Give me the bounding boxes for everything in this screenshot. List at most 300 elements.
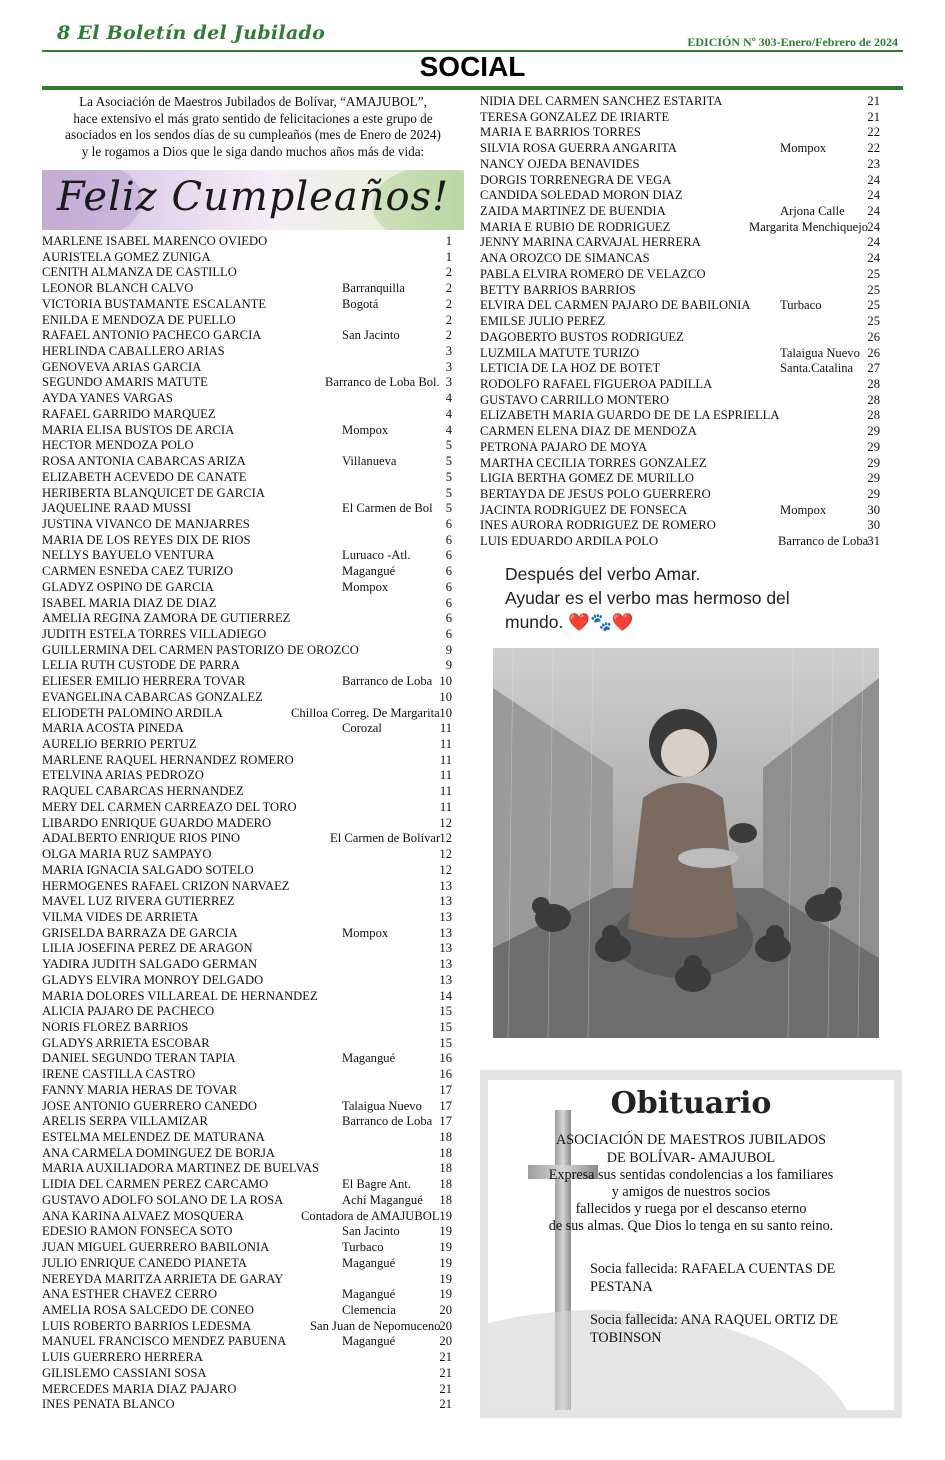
member-name: MARIA E RUBIO DE RODRIGUEZ	[480, 219, 671, 234]
member-name: GLADYZ OSPINO DE GARCIA	[42, 579, 214, 594]
member-name: JACINTA RODRIGUEZ DE FONSECA	[480, 502, 688, 517]
birthday-row	[480, 440, 880, 456]
member-name: GLADYS ARRIETA ESCOBAR	[42, 1035, 210, 1050]
birthday-day: 11	[439, 752, 452, 767]
member-place: San Juan de Nepomuceno	[310, 1318, 441, 1333]
birthday-day: 6	[445, 564, 452, 579]
birthday-row	[42, 926, 464, 942]
member-name: MARLENE ISABEL MARENCO OVIEDO	[42, 234, 268, 248]
birthday-day: 11	[439, 737, 452, 752]
birthday-day: 19	[439, 1271, 452, 1286]
birthday-row	[42, 297, 464, 313]
member-place: Luruaco -Atl.	[342, 548, 411, 563]
birthday-day: 3	[445, 359, 452, 374]
member-name: JENNY MARINA CARVAJAL HERRERA	[480, 235, 701, 250]
member-place: Barranco de Loba	[778, 534, 869, 549]
birthday-day: 29	[867, 439, 880, 454]
birthday-day: 6	[445, 532, 452, 547]
birthday-day: 28	[867, 376, 880, 391]
member-name: GUILLERMINA DEL CARMEN PASTORIZO DE OROZCO	[42, 642, 359, 657]
member-name: ZAIDA MARTINEZ DE BUENDIA	[480, 204, 666, 219]
member-place: Barranco de Loba	[342, 1114, 433, 1129]
member-place: Margarita Menchiquejo	[749, 219, 869, 234]
birthday-day: 15	[439, 1004, 452, 1019]
member-name: EDESIO RAMON FONSECA SOTO	[42, 1224, 233, 1239]
birthday-row	[480, 235, 880, 251]
birthday-row	[42, 847, 464, 863]
birthday-day: 13	[439, 878, 452, 893]
member-name: RAFAEL GARRIDO MARQUEZ	[42, 406, 216, 421]
birthday-row	[42, 816, 464, 832]
member-place: Mompox	[780, 502, 827, 517]
member-name: CENITH ALMANZA DE CASTILLO	[42, 265, 237, 280]
member-place: San Jacinto	[342, 1224, 400, 1239]
member-name: YADIRA JUDITH SALGADO GERMAN	[42, 957, 258, 972]
member-name: ELIZABETH MARIA GUARDO DE DE LA ESPRIELLA	[480, 408, 780, 423]
member-name: MERCEDES MARIA DIAZ PAJARO	[42, 1381, 237, 1396]
birthday-day: 5	[445, 485, 452, 500]
intro-line: La Asociación de Maestros Jubilados de Bolívar, “AMAJUBOL”,	[79, 94, 427, 109]
member-name: ROSA ANTONIA CABARCAS ARIZA	[42, 454, 246, 469]
birthday-day: 18	[439, 1145, 452, 1160]
birthday-day: 18	[439, 1161, 452, 1176]
birthday-row	[42, 486, 464, 502]
member-name: MARIA DOLORES VILLAREAL DE HERNANDEZ	[42, 988, 318, 1003]
birthday-day: 24	[867, 235, 880, 250]
member-name: INES AURORA RODRIGUEZ DE ROMERO	[480, 518, 716, 533]
birthday-row	[42, 1319, 464, 1335]
member-name: MARIA AUXILIADORA MARTINEZ DE BUELVAS	[42, 1161, 320, 1176]
member-name: LEONOR BLANCH CALVO	[42, 281, 194, 296]
birthday-row	[42, 1083, 464, 1099]
birthday-row	[480, 267, 880, 283]
member-name: DANIEL SEGUNDO TERAN TAPIA	[42, 1051, 236, 1066]
birthday-row	[42, 1366, 464, 1382]
birthday-row	[480, 503, 880, 519]
member-name: JOSE ANTONIO GUERRERO CANEDO	[42, 1098, 257, 1113]
birthday-day: 21	[439, 1365, 452, 1380]
birthday-row	[480, 141, 880, 157]
birthday-day: 12	[439, 862, 452, 877]
intro-line: y le rogamos a Dios que le siga dando muchos años más de vida:	[81, 143, 425, 159]
member-name: IRENE CASTILLA CASTRO	[42, 1067, 196, 1082]
birthday-day: 25	[867, 298, 880, 313]
member-place: Corozal	[342, 721, 382, 736]
edition-label: EDICIÓN Nº 303-Enero/Febrero de 2024	[687, 35, 898, 49]
member-name: ALICIA PAJARO DE PACHECO	[42, 1004, 215, 1019]
member-place: Mompox	[342, 422, 389, 437]
birthday-row	[42, 548, 464, 564]
intro-line: asociados en los sendos días de su cumpleaños (mes de Enero de 2024)	[65, 127, 441, 143]
member-place: Barranco de Loba	[342, 674, 433, 689]
birthday-row	[42, 643, 464, 659]
birthday-row	[480, 298, 880, 314]
member-name: GLADYS ELVIRA MONROY DELGADO	[42, 972, 264, 987]
quote-line-last	[493, 610, 893, 634]
member-name: ELIODETH PALOMINO ARDILA	[42, 705, 223, 720]
birthday-row	[42, 470, 464, 486]
member-name: MARTHA CECILIA TORRES GONZALEZ	[480, 455, 707, 470]
birthday-row	[42, 753, 464, 769]
member-place: Contadora de AMAJUBOL	[301, 1208, 440, 1223]
birthday-row	[480, 487, 880, 503]
member-name: PABLA ELVIRA ROMERO DE VELAZCO	[480, 266, 706, 281]
birthday-day: 6	[445, 516, 452, 531]
birthday-row	[480, 94, 880, 110]
birthday-row	[42, 375, 464, 391]
quote-line: mundo.	[505, 612, 564, 632]
birthday-row	[42, 328, 464, 344]
birthday-day: 13	[439, 972, 452, 987]
birthday-row	[42, 391, 464, 407]
member-place: Turbaco	[780, 298, 822, 313]
birthday-row	[42, 957, 464, 973]
birthday-row	[42, 973, 464, 989]
birthday-row	[42, 313, 464, 329]
birthday-day: 19	[439, 1240, 452, 1255]
birthday-row	[42, 910, 464, 926]
member-name: LIGIA BERTHA GOMEZ DE MURILLO	[480, 471, 695, 486]
member-name: LUIS EDUARDO ARDILA POLO	[480, 534, 659, 549]
birthday-day: 25	[867, 266, 880, 281]
birthday-row	[42, 611, 464, 627]
birthday-row	[480, 173, 880, 189]
birthday-day: 21	[439, 1381, 452, 1396]
birthday-row	[42, 250, 464, 266]
birthday-day: 2	[445, 281, 452, 296]
birthday-row	[42, 423, 464, 439]
birthday-day: 28	[867, 408, 880, 423]
section-divider	[42, 86, 903, 90]
member-name: ADALBERTO ENRIQUE RIOS PINO	[42, 831, 241, 846]
member-name: BETTY BARRIOS BARRIOS	[480, 282, 636, 297]
member-place: El Carmen de Bol	[342, 501, 433, 516]
birthday-day: 28	[867, 392, 880, 407]
birthday-row	[480, 424, 880, 440]
birthday-day: 20	[439, 1318, 452, 1333]
birthday-day: 11	[439, 768, 452, 783]
birthday-row	[480, 346, 880, 362]
section-title: SOCIAL	[419, 51, 526, 82]
birthday-row	[480, 283, 880, 299]
birthday-row	[42, 674, 464, 690]
member-name: INES PENATA BLANCO	[42, 1397, 175, 1412]
birthday-day: 29	[867, 471, 880, 486]
birthday-row	[42, 1099, 464, 1115]
member-name: LIBARDO ENRIQUE GUARDO MADERO	[42, 815, 272, 830]
birthday-row	[42, 1224, 464, 1240]
obituary-org-line: DE BOLÍVAR- AMAJUBOL	[606, 1150, 776, 1166]
member-place: Villanueva	[342, 454, 397, 469]
member-name: ANA CARMELA DOMINGUEZ DE BORJA	[42, 1145, 275, 1160]
member-name: CARMEN ESNEDA CAEZ TURIZO	[42, 564, 234, 579]
member-name: CANDIDA SOLEDAD MORON DIAZ	[480, 188, 683, 203]
birthday-day: 14	[439, 988, 452, 1003]
birthday-day: 29	[867, 424, 880, 439]
birthday-row	[42, 454, 464, 470]
member-name: JULIO ENRIQUE CANEDO PIANETA	[42, 1255, 248, 1270]
page-header-title: 8 El Boletín del Jubilado	[57, 22, 326, 44]
member-name: RAFAEL ANTONIO PACHECO GARCIA	[42, 328, 262, 343]
birthday-day: 12	[439, 847, 452, 862]
birthday-row	[480, 251, 880, 267]
birthday-row	[42, 501, 464, 517]
obituary-message-line: de sus almas. Que Dios lo tenga en su santo reino.	[548, 1218, 834, 1234]
birthday-day: 24	[867, 251, 880, 266]
birthday-row	[480, 471, 880, 487]
member-name: MARIA E BARRIOS TORRES	[480, 125, 641, 140]
birthday-day: 15	[439, 1020, 452, 1034]
birthday-row	[480, 125, 880, 141]
member-place: Santa.Catalina	[780, 361, 854, 376]
member-name: ANA KARINA ALVAEZ MOSQUERA	[42, 1208, 244, 1223]
member-name: OLGA MARIA RUZ SAMPAYO	[42, 847, 212, 862]
birthday-day: 3	[445, 344, 452, 359]
birthday-row	[42, 533, 464, 549]
member-name: SEGUNDO AMARIS MATUTE	[42, 375, 208, 390]
birthday-day: 30	[867, 518, 880, 533]
member-place: Arjona Calle	[780, 204, 845, 219]
birthday-row	[480, 188, 880, 204]
member-place: Barranquilla	[342, 281, 405, 296]
birthday-row	[42, 580, 464, 596]
birthday-row	[42, 989, 464, 1005]
member-name: TERESA GONZALEZ DE IRIARTE	[480, 109, 670, 124]
obituary-org-line: ASOCIACIÓN DE MAESTROS JUBILADOS	[556, 1132, 826, 1148]
quote-line: Después del verbo Amar.	[505, 564, 701, 584]
birthday-row	[42, 737, 464, 753]
birthday-row	[42, 1256, 464, 1272]
banner-text: Feliz Cumpleaños!	[56, 174, 450, 220]
birthday-day: 17	[439, 1098, 452, 1113]
member-place: Magangué	[342, 564, 396, 579]
birthday-day: 16	[439, 1067, 452, 1082]
birthday-row	[480, 534, 880, 550]
member-name: SILVIA ROSA GUERRA ANGARITA	[480, 141, 677, 156]
birthday-row	[42, 690, 464, 706]
birthday-day: 25	[867, 282, 880, 297]
birthday-row	[42, 564, 464, 580]
hill-decoration	[488, 1290, 894, 1410]
deceased-member: Socia fallecida: ANA RAQUEL ORTIZ DE TOBINSON	[590, 1312, 839, 1346]
birthday-day: 13	[439, 894, 452, 909]
member-name: ENILDA E MENDOZA DE PUELLO	[42, 312, 236, 327]
member-name: HERIBERTA BLANQUICET DE GARCIA	[42, 485, 265, 500]
birthday-row	[42, 1051, 464, 1067]
birthday-day: 2	[445, 296, 452, 311]
member-place: Mompox	[342, 579, 389, 594]
birthday-day: 4	[445, 391, 452, 406]
birthday-day: 24	[867, 219, 880, 234]
member-name: ISABEL MARIA DIAZ DE DIAZ	[42, 595, 217, 610]
birthday-row	[42, 360, 464, 376]
member-name: LILIA JOSEFINA PEREZ DE ARAGON	[42, 941, 253, 956]
member-name: DORGIS TORRENEGRA DE VEGA	[480, 172, 672, 187]
birthday-day: 2	[445, 312, 452, 327]
member-place: Talaigua Nuevo	[780, 345, 860, 360]
birthday-day: 21	[439, 1397, 452, 1412]
member-name: NIDIA DEL CARMEN SANCHEZ ESTARITA	[480, 94, 723, 108]
member-name: NELLYS BAYUELO VENTURA	[42, 548, 215, 563]
member-name: ANA ESTHER CHAVEZ CERRO	[42, 1287, 218, 1302]
birthday-day: 15	[439, 1035, 452, 1050]
birthday-row	[480, 377, 880, 393]
birthday-row	[480, 408, 880, 424]
member-name: AYDA YANES VARGAS	[42, 391, 173, 406]
member-name: HECTOR MENDOZA POLO	[42, 438, 194, 453]
member-name: EVANGELINA CABARCAS GONZALEZ	[42, 689, 263, 704]
member-name: ETELVINA ARIAS PEDROZO	[42, 768, 204, 783]
member-name: NANCY OJEDA BENAVIDES	[480, 156, 640, 171]
member-name: DAGOBERTO BUSTOS RODRIGUEZ	[480, 329, 684, 344]
member-name: ARELIS SERPA VILLAMIZAR	[42, 1114, 208, 1129]
birthday-day: 5	[445, 501, 452, 516]
birthday-day: 11	[439, 721, 452, 736]
member-name: GUSTAVO ADOLFO SOLANO DE LA ROSA	[42, 1192, 284, 1207]
birthday-day: 12	[439, 831, 452, 846]
birthday-day: 18	[439, 1177, 452, 1192]
birthday-row	[42, 438, 464, 454]
birthday-day: 20	[439, 1334, 452, 1349]
member-name: CARMEN ELENA DIAZ DE MENDOZA	[480, 424, 697, 439]
birthday-day: 11	[439, 784, 452, 799]
birthday-row	[42, 627, 464, 643]
birthday-row	[42, 721, 464, 737]
member-name: VILMA VIDES DE ARRIETA	[42, 909, 199, 924]
birthday-row	[42, 1036, 464, 1052]
birthday-day: 19	[439, 1255, 452, 1270]
member-name: HERLINDA CABALLERO ARIAS	[42, 344, 225, 359]
birthday-row	[480, 314, 880, 330]
birthday-day: 6	[445, 548, 452, 563]
birthday-day: 19	[439, 1224, 452, 1239]
member-name: MARIA IGNACIA SALGADO SOTELO	[42, 862, 254, 877]
quote-block	[493, 562, 893, 634]
birthday-row	[42, 1114, 464, 1130]
member-place: Bogotá	[342, 296, 379, 311]
member-name: JUSTINA VIVANCO DE MANJARRES	[42, 516, 250, 531]
birthday-row	[42, 706, 464, 722]
birthday-row	[42, 831, 464, 847]
birthday-day: 16	[439, 1051, 452, 1066]
birthday-row	[42, 863, 464, 879]
birthday-row	[480, 518, 880, 534]
birthday-row	[480, 157, 880, 173]
member-name: AMELIA REGINA ZAMORA DE GUTIERREZ	[42, 611, 291, 626]
member-place: Magangué	[342, 1255, 396, 1270]
obituary-title: Obituario	[610, 1086, 772, 1121]
birthday-day: 13	[439, 909, 452, 924]
member-place: Magangué	[342, 1051, 396, 1066]
member-name: NEREYDA MARITZA ARRIETA DE GARAY	[42, 1271, 284, 1286]
birthday-row	[42, 941, 464, 957]
member-name: AURISTELA GOMEZ ZUNIGA	[42, 249, 211, 264]
birthday-day: 10	[439, 674, 452, 689]
member-name: MARLENE RAQUEL HERNANDEZ ROMERO	[42, 752, 294, 767]
member-name: ESTELMA MELENDEZ DE MATURANA	[42, 1130, 265, 1145]
birthday-row	[42, 1272, 464, 1288]
member-place: Talaigua Nuevo	[342, 1098, 422, 1113]
member-name: ANA OROZCO DE SIMANCAS	[480, 251, 650, 266]
deceased-member: Socia fallecida: RAFAELA CUENTAS DE PESTANA	[590, 1261, 836, 1295]
birthday-row	[42, 1130, 464, 1146]
birthday-day: 13	[439, 941, 452, 956]
birthday-day: 25	[867, 314, 880, 329]
birthday-row	[480, 330, 880, 346]
member-name: BERTAYDA DE JESUS POLO GUERRERO	[480, 487, 711, 501]
birthday-day: 6	[445, 579, 452, 594]
birthday-day: 13	[439, 957, 452, 972]
member-name: RAQUEL CABARCAS HERNANDEZ	[42, 784, 244, 799]
birthday-row	[42, 1161, 464, 1177]
obituary-message-line: y amigos de nuestros socios	[611, 1184, 771, 1200]
birthday-row	[42, 265, 464, 281]
member-name: LELIA RUTH CUSTODE DE PARRA	[42, 658, 241, 673]
birthday-day: 22	[867, 125, 880, 140]
member-name: LUIS GUERRERO HERRERA	[42, 1350, 203, 1365]
member-place: Barranco de Loba Bol.	[325, 375, 440, 390]
member-name: MARIA DE LOS REYES DIX DE RIOS	[42, 532, 251, 547]
birthday-row	[42, 1350, 464, 1366]
member-name: JUDITH ESTELA TORRES VILLADIEGO	[42, 627, 267, 641]
member-name: ELVIRA DEL CARMEN PAJARO DE BABILONIA	[480, 298, 751, 313]
birthday-row	[42, 768, 464, 784]
birthday-row	[480, 220, 880, 236]
birthday-day: 10	[439, 705, 452, 720]
birthday-row	[42, 1397, 464, 1413]
birthday-day: 24	[867, 188, 880, 203]
birthday-row	[42, 1146, 464, 1162]
member-name: MARIA ACOSTA PINEDA	[42, 721, 184, 736]
birthday-row	[42, 800, 464, 816]
member-name: RODOLFO RAFAEL FIGUEROA PADILLA	[480, 376, 713, 391]
member-place: El Carmen de Bolívar	[330, 831, 441, 846]
birthday-day: 31	[867, 534, 880, 549]
birthday-row	[42, 784, 464, 800]
birthday-row	[42, 344, 464, 360]
member-name: GENOVEVA ARIAS GARCIA	[42, 359, 202, 374]
birthday-day: 21	[867, 94, 880, 108]
girl-feeding-kittens-image	[493, 648, 879, 1038]
birthday-row	[42, 1193, 464, 1209]
birthday-day: 12	[439, 815, 452, 830]
birthday-row	[42, 1004, 464, 1020]
birthday-row	[42, 879, 464, 895]
member-name: LIDIA DEL CARMEN PEREZ CARCAMO	[42, 1177, 269, 1192]
obituary-message-line: Expresa sus sentidas condolencias a los familiares	[548, 1167, 834, 1183]
birthday-row	[42, 1240, 464, 1256]
member-place: San Jacinto	[342, 328, 400, 343]
member-name: FANNY MARIA HERAS DE TOVAR	[42, 1082, 238, 1097]
birthday-day: 20	[439, 1302, 452, 1317]
birthday-banner	[42, 170, 464, 230]
member-name: AURELIO BERRIO PERTUZ	[42, 737, 197, 752]
obituary-panel	[488, 1080, 894, 1410]
member-name: ELIZABETH ACEVEDO DE CANATE	[42, 469, 247, 484]
birthday-day: 17	[439, 1114, 452, 1129]
birthday-day: 26	[867, 345, 880, 360]
member-name: GRISELDA BARRAZA DE GARCIA	[42, 925, 238, 940]
birthday-day: 26	[867, 329, 880, 344]
obituary-message-line: fallecidos y ruega por el descanso eterno	[575, 1201, 807, 1217]
birthday-day: 19	[439, 1287, 452, 1302]
birthday-row	[480, 204, 880, 220]
birthday-row	[480, 110, 880, 126]
birthday-day: 10	[439, 689, 452, 704]
birthday-row	[480, 456, 880, 472]
birthday-day: 4	[445, 422, 452, 437]
birthday-row	[480, 361, 880, 377]
